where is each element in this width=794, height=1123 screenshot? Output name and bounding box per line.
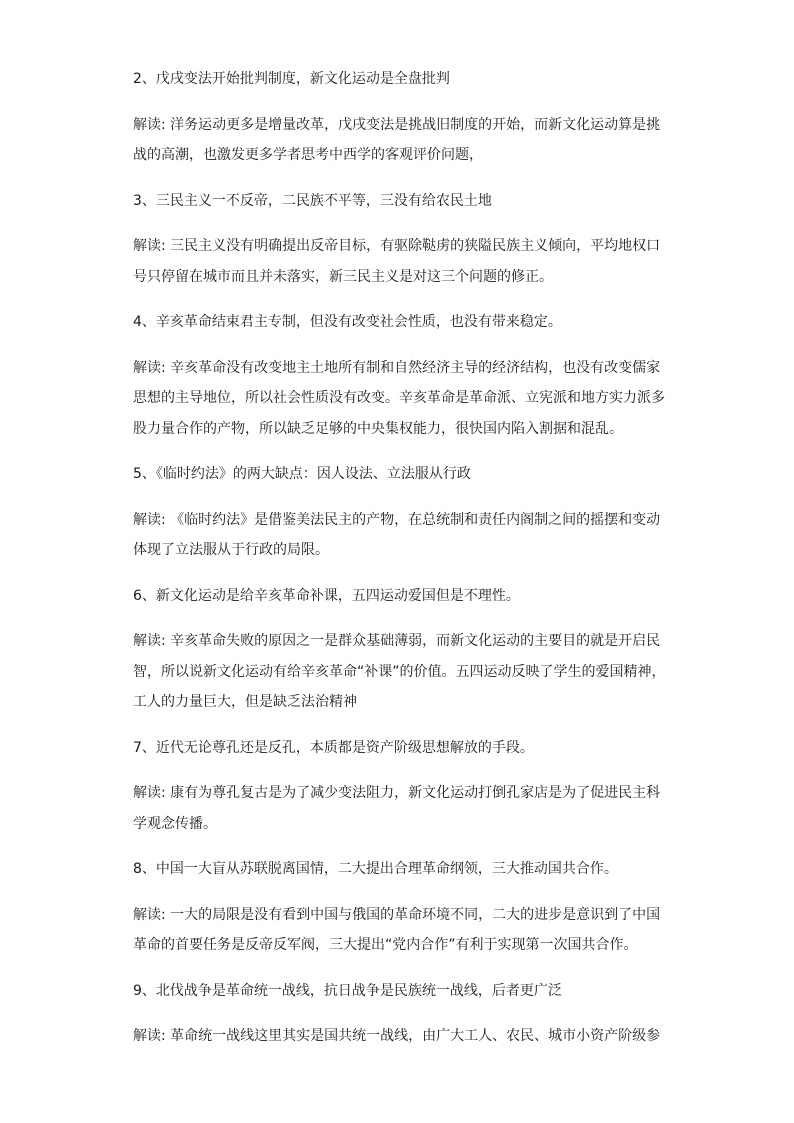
spacer: [133, 171, 665, 186]
spacer: [133, 566, 665, 581]
section-explanation: [133, 353, 665, 445]
section-6: [133, 581, 665, 733]
spacer: [133, 95, 665, 110]
explanation-line: 解读: 辛亥革命没有改变地主土地所有制和自然经济主导的经济结构，也没有改变儒家: [133, 359, 661, 376]
explanation-line: 智，所以说新文化运动有给辛亥革命“补课”的价值。五四运动反映了学生的爱国精神，: [133, 663, 666, 680]
explanation-line: 解读: 革命统一战线这里其实是国共统一战线，由广大工人、农民、城市小资产阶级参: [133, 1028, 661, 1044]
section-explanation: [133, 626, 665, 718]
section-explanation: [133, 900, 665, 961]
point-text: 8、中国一大盲从苏联脱离国情，二大提出合理革命纲领，三大推动国共合作。: [133, 861, 618, 877]
spacer: [133, 490, 665, 505]
point-text: 3、三民主义一不反帝，二民族不平等，三没有给农民土地: [133, 192, 492, 209]
section-explanation: [133, 505, 665, 566]
explanation-line: 解读: 一大的局限是没有看到中国与俄国的革命环境不同，二大的进步是意识到了中国: [133, 906, 661, 923]
section-3: [133, 186, 665, 308]
spacer: [133, 763, 665, 778]
section-point: [133, 186, 665, 217]
explanation-line: 体现了立法服从于行政的局限。: [133, 542, 329, 558]
explanation-line: 学观念传播。: [133, 815, 217, 832]
point-text: 9、北伐战争是革命统一战线，抗日战争是民族统一战线，后者更广泛: [133, 982, 562, 999]
explanation-line: 解读: 康有为尊孔复古是为了减少变法阻力，新文化运动打倒孔家店是为了促进民主科: [133, 785, 661, 801]
spacer: [133, 338, 665, 353]
section-explanation: [133, 1021, 665, 1052]
point-text: 4、辛亥革命结束君主专制，但没有改变社会性质，也没有带来稳定。: [133, 314, 562, 330]
explanation-line: 解读: 洋务运动更多是增量改革，戊戌变法是挑战旧制度的开始，而新文化运动算是挑: [133, 116, 661, 133]
spacer: [133, 885, 665, 900]
section-point: [133, 307, 665, 338]
point-text: 6、新文化运动是给辛亥革命补课，五四运动爱国但是不理性。: [133, 587, 520, 604]
explanation-line: 解读: 辛亥革命失败的原因之一是群众基础薄弱，而新文化运动的主要目的就是开启民: [133, 633, 661, 649]
section-9: [133, 976, 665, 1052]
spacer: [133, 1006, 665, 1021]
document-page: [133, 64, 665, 1052]
section-point: [133, 64, 665, 95]
explanation-line: 解读: 《临时约法》是借鉴美法民主的产物，在总统制和责任内阁制之间的摇摆和变动: [133, 511, 661, 528]
section-4: [133, 307, 665, 459]
explanation-line: 战的高潮，也激发更多学者思考中西学的客观评价问题，: [133, 147, 483, 163]
section-8: [133, 854, 665, 976]
section-point: [133, 459, 665, 490]
section-7: [133, 733, 665, 855]
explanation-line: 股力量合作的产物，所以缺乏足够的中央集权能力，很快国内陷入割据和混乱。: [133, 420, 623, 437]
spacer: [133, 444, 665, 459]
explanation-line: 工人的力量巨大，但是缺乏法治精神: [133, 694, 357, 710]
point-text: 5、《临时约法》的两大缺点：因人设法、立法服从行政: [133, 466, 471, 482]
spacer: [133, 839, 665, 854]
section-point: [133, 854, 665, 885]
point-text: 2、戊戌变法开始批判制度，新文化运动是全盘批判: [133, 71, 450, 87]
spacer: [133, 718, 665, 733]
spacer: [133, 292, 665, 307]
section-2: [133, 64, 665, 186]
spacer: [133, 216, 665, 231]
section-5: [133, 459, 665, 581]
explanation-line: 思想的主导地位，所以社会性质没有改变。辛亥革命是革命派、立宪派和地方实力派多: [133, 390, 665, 406]
section-explanation: [133, 231, 665, 292]
spacer: [133, 611, 665, 626]
point-text: 7、近代无论尊孔还是反孔，本质都是资产阶级思想解放的手段。: [133, 739, 534, 756]
section-point: [133, 581, 665, 612]
section-point: [133, 976, 665, 1007]
explanation-line: 解读: 三民主义没有明确提出反帝目标，有驱除鞑虏的狭隘民族主义倾向，平均地权口: [133, 238, 661, 254]
section-explanation: [133, 110, 665, 171]
explanation-line: 革命的首要任务是反帝反军阀，三大提出“党内合作”有利于实现第一次国共合作。: [133, 937, 638, 953]
spacer: [133, 961, 665, 976]
explanation-line: 号只停留在城市而且并未落实，新三民主义是对这三个问题的修正。: [133, 268, 553, 285]
section-explanation: [133, 778, 665, 839]
section-point: [133, 733, 665, 764]
